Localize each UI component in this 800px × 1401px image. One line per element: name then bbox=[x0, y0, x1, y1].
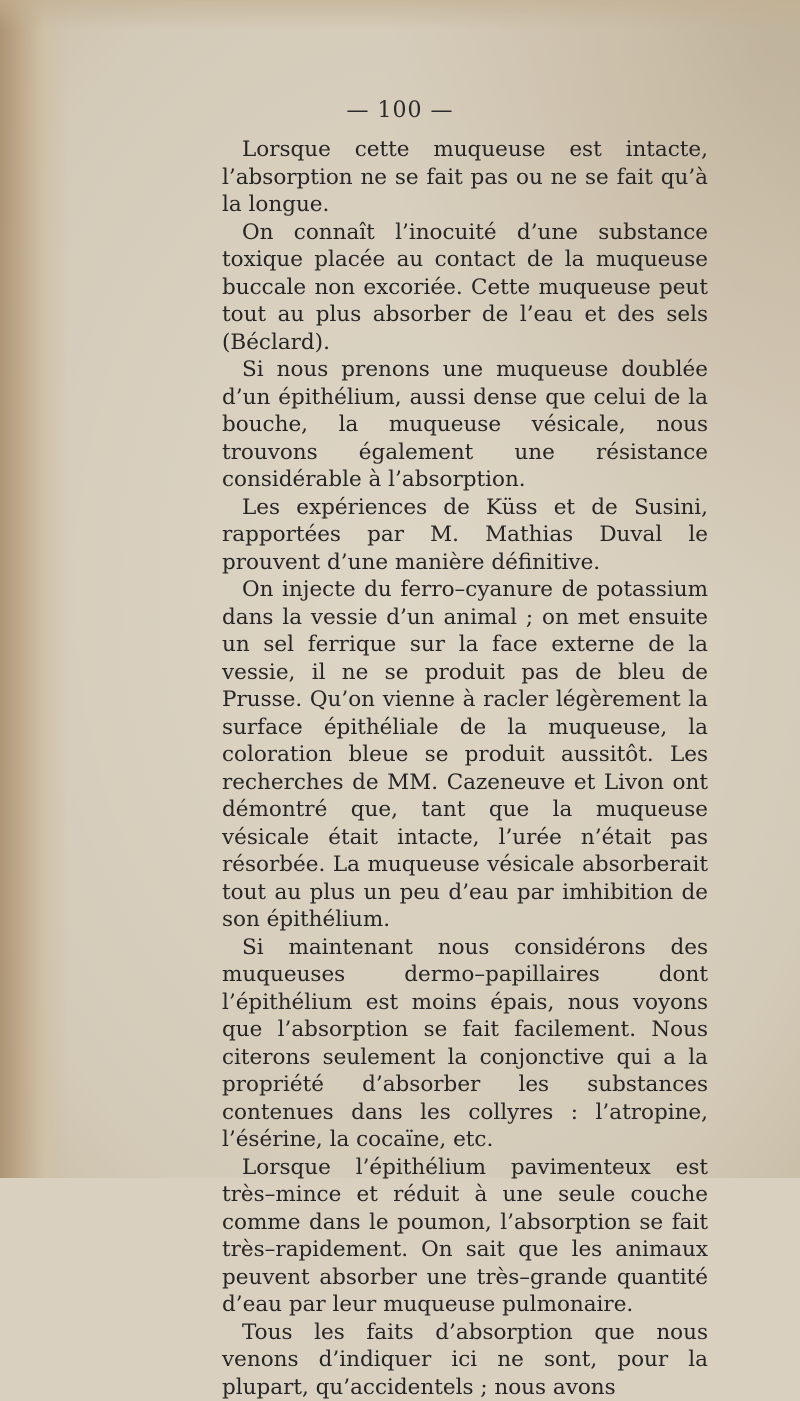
paragraph-1: Lorsque cette muqueuse est intacte, l’absorption ne se fait pas ou ne se fait qu’à la longue. bbox=[222, 136, 708, 219]
paragraph-6: Si maintenant nous considérons des muqueuses dermo–papillaires dont l’épithélium est moins épais, nous voyons que l’absorption se fait facilement. Nous citerons seulement la conjonctive qui a la propriété d’absorber les substances contenues dans les collyres : l’atropine, l’ésérine, la cocaïne, etc. bbox=[222, 934, 708, 1154]
paragraph-8: Tous les faits d’absorption que nous venons d’indiquer ici ne sont, pour la plupart, qu’accidentels ; nous avons bbox=[222, 1319, 708, 1401]
paragraph-7: Lorsque l’épithélium pavimenteux est très–mince et réduit à une seule couche comme dans le poumon, l’absorption se fait très–rapidement. On sait que les animaux peuvent absorber une très–grande quantité d’eau par leur muqueuse pulmonaire. bbox=[222, 1154, 708, 1319]
paragraph-3: Si nous prenons une muqueuse doublée d’un épithélium, aussi dense que celui de la bouche, la muqueuse vésicale, nous trouvons également une résistance considérable à l’absorption. bbox=[222, 356, 708, 494]
body-text bbox=[222, 136, 708, 1401]
paragraph-2: On connaît l’inocuité d’une substance toxique placée au contact de la muqueuse buccale non excoriée. Cette muqueuse peut tout au plus absorber de l’eau et des sels (Béclard). bbox=[222, 219, 708, 357]
paragraph-5: On injecte du ferro–cyanure de potassium dans la vessie d’un animal ; on met ensuite un sel ferrique sur la face externe de la vessie, il ne se produit pas de bleu de Prusse. Qu’on vienne à racler légèrement la surface épithéliale de la muqueuse, la coloration bleue se produit aussitôt. Les recherches de MM. Cazeneuve et Livon ont démontré que, tant que la muqueuse vésicale était intacte, l’urée n’était pas résorbée. La muqueuse vésicale absorberait tout au plus un peu d’eau par imhibition de son épithélium. bbox=[222, 576, 708, 934]
page-number: — 100 — bbox=[0, 98, 800, 123]
page-top-edge-shadow bbox=[0, 0, 800, 30]
page-left-edge-shadow bbox=[0, 0, 70, 1178]
paragraph-4: Les expériences de Küss et de Susini, rapportées par M. Mathias Duval le prouvent d’une manière définitive. bbox=[222, 494, 708, 577]
